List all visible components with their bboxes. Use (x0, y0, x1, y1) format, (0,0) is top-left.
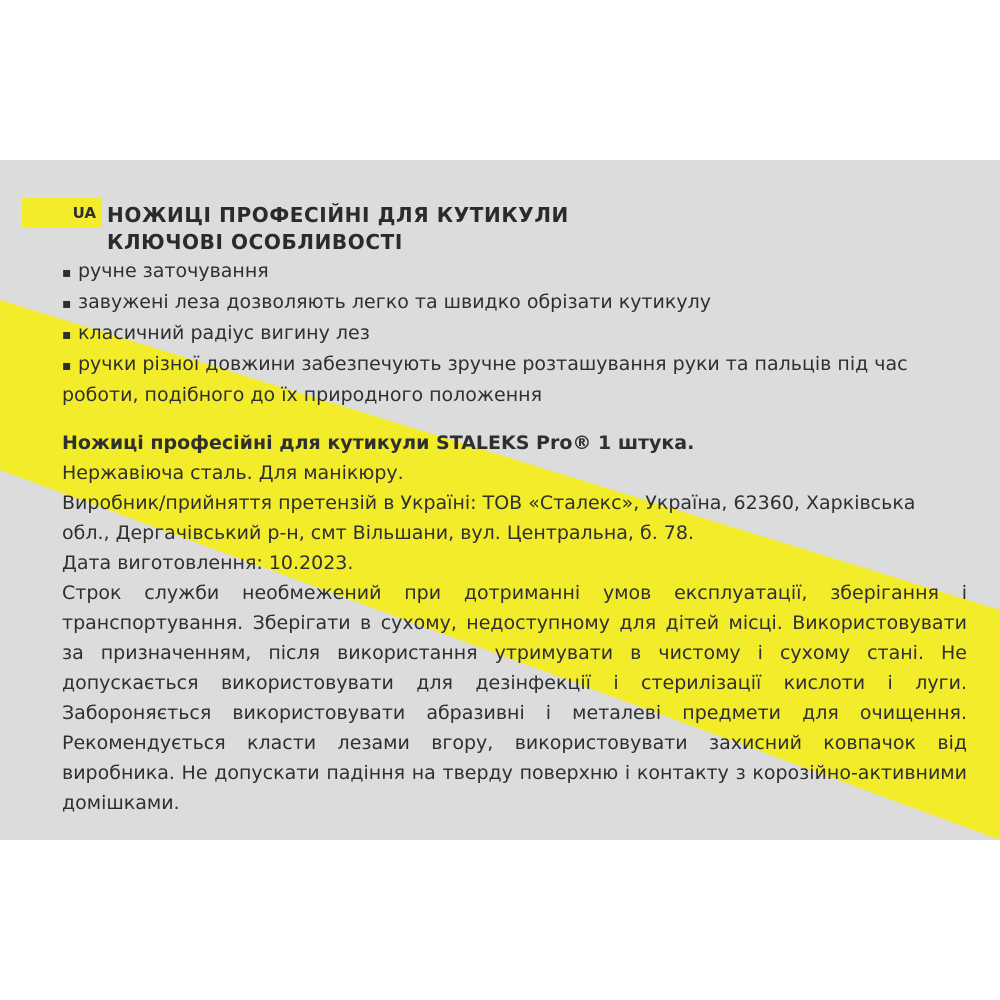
list-item (62, 350, 982, 410)
material-text: Нержавіюча сталь. Для манікюру. (62, 462, 404, 484)
bullet-icon: ▪ (62, 358, 72, 374)
bullet-icon: ▪ (62, 296, 72, 312)
list-item (62, 257, 982, 288)
language-tag (22, 198, 102, 228)
bullet-icon: ▪ (62, 327, 72, 343)
product-title: Ножиці професійні для кутикули STALEKS Pro® 1 штука. (62, 432, 695, 454)
manufacture-date: Дата виготовлення: 10.2023. (62, 552, 354, 574)
care-instructions: Строк служби необмежений при дотриманні умов експлуатації, зберігання і транспортування. Зберігати в сухому, недоступному для дітей місці. Використовувати за призначенням, після використання утримувати в чистому і сухому стані. Не допускається використовувати для дезінфекції і стерилізації кислоти і луги. Забороняється використовувати абразивні і металеві предмети для очищення. Рекомендується класти лезами вгору, використовувати захисний ковпачок від виробника. Не допускати падіння на тверду поверхню і контакту з корозійно-активними домішками. (62, 582, 967, 814)
heading (107, 202, 569, 256)
language-code: UA (72, 204, 96, 222)
bullet-icon: ▪ (62, 265, 72, 281)
feature-list (62, 257, 982, 410)
feature-text: класичний радіус вигину лез (78, 322, 370, 344)
feature-text: завужені леза дозволяють легко та швидко обрізати кутикулу (78, 291, 711, 313)
feature-text: ручне заточування (78, 260, 269, 282)
manufacturer-text: Виробник/прийняття претензій в Україні: ТОВ «Сталекс», Україна, 62360, Харківська обл., Дергачівський р-н, смт Вільшани, вул. Центральна, б. 78. (62, 492, 916, 544)
label-card (0, 160, 1000, 840)
heading-features: КЛЮЧОВІ ОСОБЛИВОСТІ (107, 230, 403, 254)
heading-product: НОЖИЦІ ПРОФЕСІЙНІ ДЛЯ КУТИКУЛИ (107, 203, 569, 227)
feature-text: ручки різної довжини забезпечують зручне розташування руки та пальців під час роботи, подібного до їх природного положення (62, 353, 908, 406)
list-item (62, 319, 982, 350)
product-info (62, 428, 967, 818)
list-item (62, 288, 982, 319)
